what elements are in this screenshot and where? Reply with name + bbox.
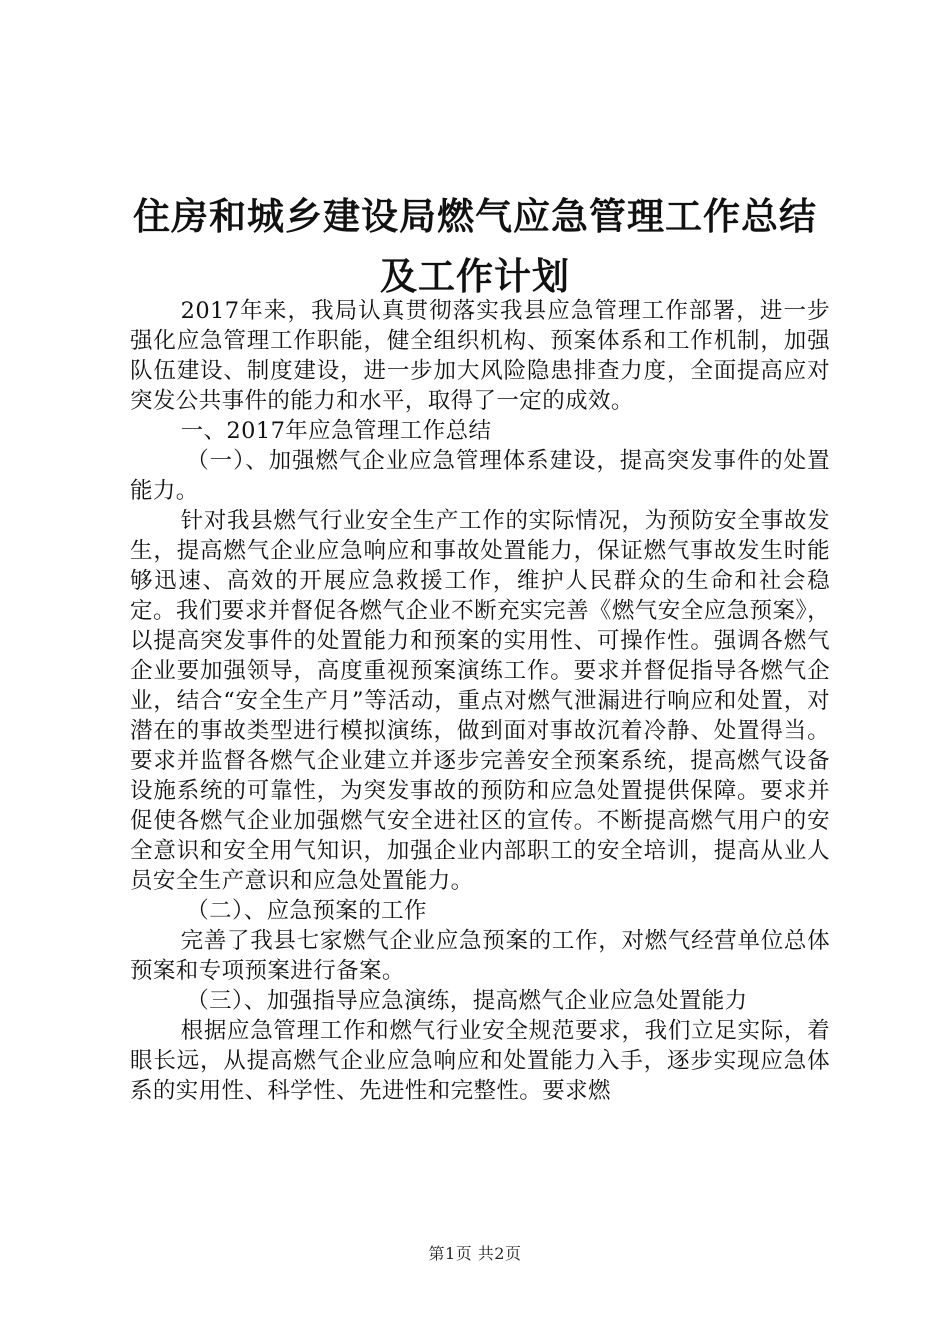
document-title: 住房和城乡建设局燃气应急管理工作总结及工作计划	[133, 194, 817, 298]
subsection-heading-3: （三）、加强指导应急演练，提高燃气企业应急处置能力	[186, 988, 748, 1014]
subsection-heading-1: （一）、加强燃气企业应急管理体系建设，提高突发事件的处置能力。	[130, 448, 830, 504]
body-paragraph: 针对我县燃气行业安全生产工作的实际情况，为预防安全事故发生，提高燃气企业应急响应和事故处置能力，保证燃气事故发生时能够迅速、高效的开展应急救援工作，维护人民群众的生命和社会稳定。我们要求并督促各燃气企业不断充实完善《燃气安全应急预案》，以提高突发事件的处置能力和预案的实用性、可操作性。强调各燃气企业要加强领导，高度重视预案演练工作。要求并督促指导各燃气企业，结合“安全生产月”等活动，重点对燃气泄漏进行响应和处置，对潜在的事故类型进行模拟演练，做到面对事故沉着冷静、处置得当。要求并监督各燃气企业建立并逐步完善安全预案系统，提高燃气设备设施系统的可靠性，为突发事故的预防和应急处置提供保障。要求并促使各燃气企业加强燃气安全进社区的宣传。不断提高燃气用户的安全意识和安全用气知识，加强企业内部职工的安全培训，提高从业人员安全生产意识和应急处置能力。	[130, 508, 830, 894]
document-body	[130, 296, 830, 1106]
body-paragraph: 根据应急管理工作和燃气行业安全规范要求，我们立足实际，着眼长远，从提高燃气企业应急响应和处置能力入手，逐步实现应急体系的实用性、科学性、先进性和完整性。要求燃	[130, 1018, 830, 1104]
intro-paragraph: 2017年来，我局认真贯彻落实我县应急管理工作部署，进一步强化应急管理工作职能，健全组织机构、预案体系和工作机制，加强队伍建设、制度建设，进一步加大风险隐患排查力度，全面提高应对突发公共事件的能力和水平，取得了一定的成效。	[130, 298, 830, 414]
page-number-footer: 第1页 共2页	[428, 1244, 522, 1263]
body-paragraph: 完善了我县七家燃气企业应急预案的工作，对燃气经营单位总体预案和专项预案进行备案。	[130, 928, 830, 984]
section-heading-summary: 一、2017年应急管理工作总结	[180, 418, 492, 444]
subsection-heading-2: （二）、应急预案的工作	[186, 898, 427, 924]
